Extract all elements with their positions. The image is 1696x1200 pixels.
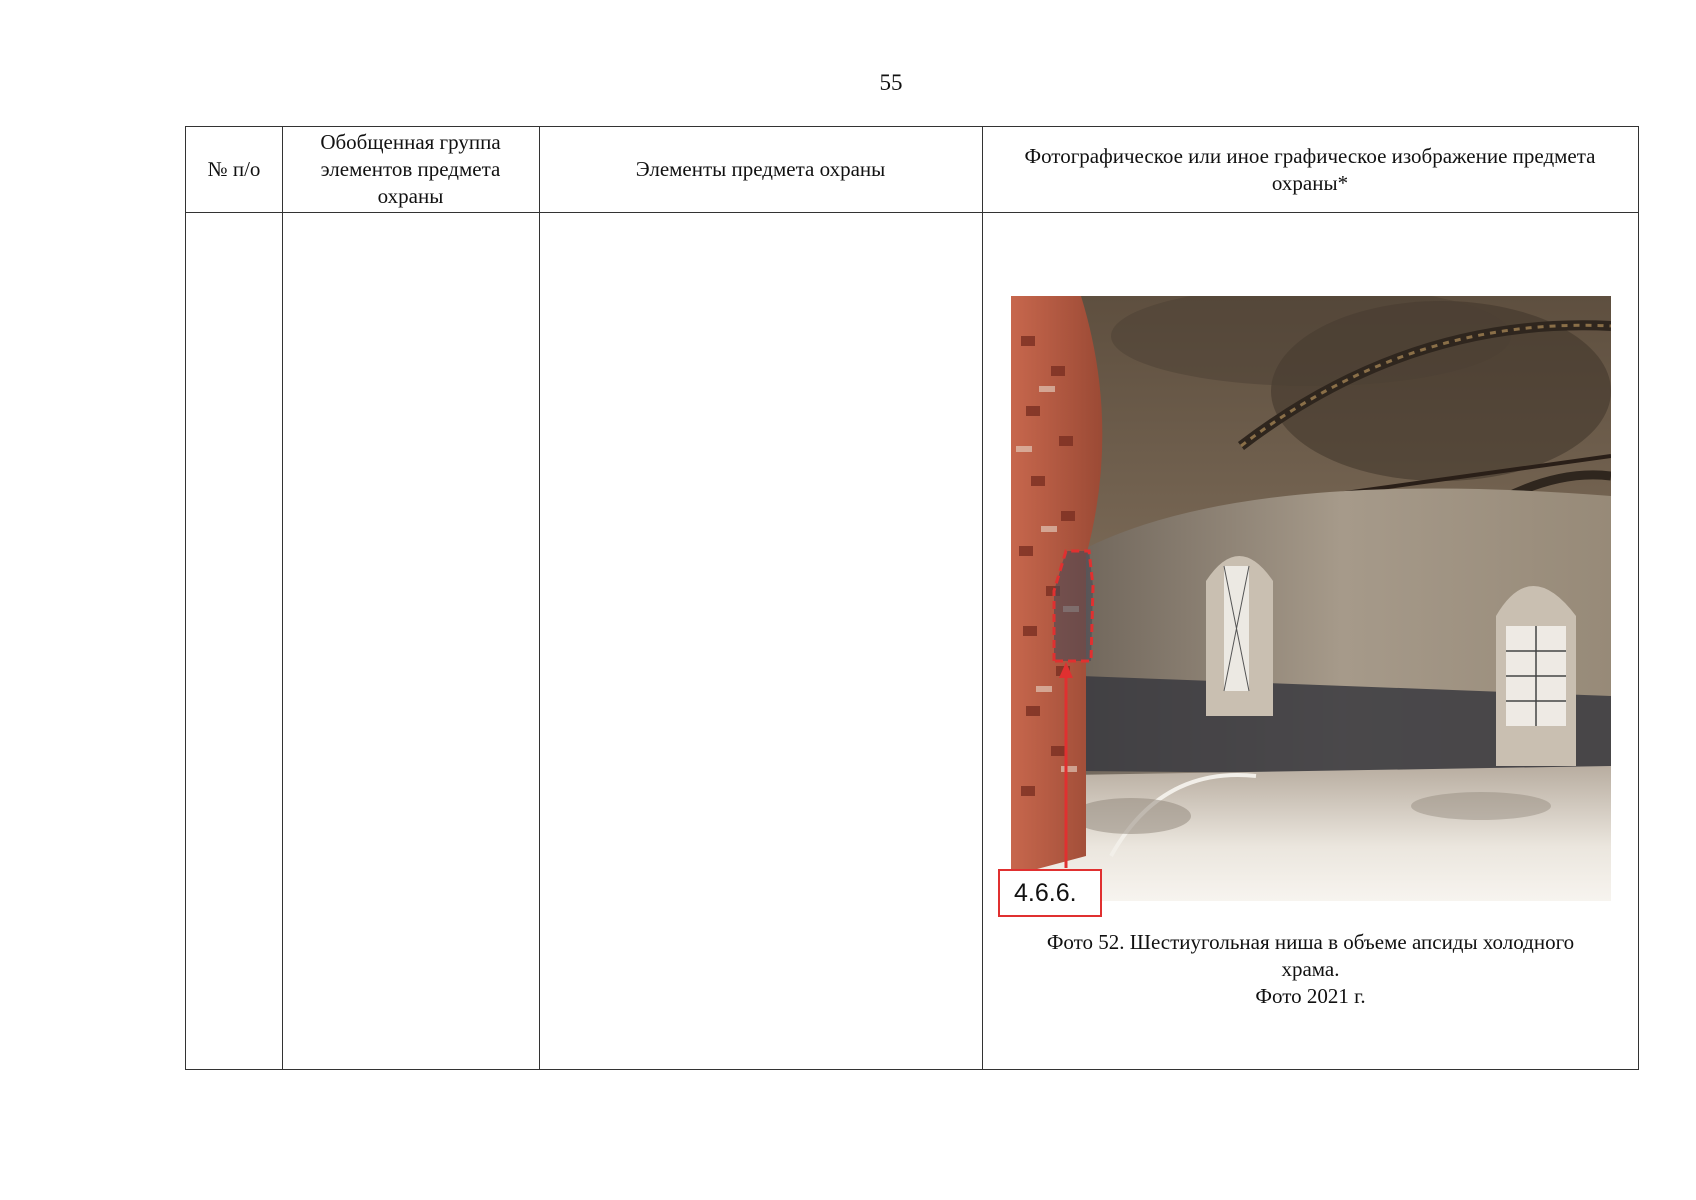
element-label: 4.6.6. xyxy=(998,869,1102,917)
caption-line-2: храма. xyxy=(1281,957,1340,981)
caption-line-3: Фото 2021 г. xyxy=(1255,984,1366,1008)
column-divider-2 xyxy=(539,127,540,1069)
header-number: № п/о xyxy=(207,157,261,181)
header-element-group: Обобщенная группа элементов предмета охраны xyxy=(320,130,501,208)
caption-line-1: Фото 52. Шестиугольная ниша в объеме апсиды холодного xyxy=(1046,930,1575,954)
header-protection-elements: Элементы предмета охраны xyxy=(635,157,886,181)
page-number: 55 xyxy=(879,70,903,95)
header-photo-image: Фотографическое или иное графическое изображение предмета охраны* xyxy=(1024,143,1596,195)
column-divider-1 xyxy=(282,127,283,1069)
protection-table xyxy=(185,126,1639,1070)
photo-cell xyxy=(983,213,1638,1069)
photo-caption xyxy=(983,929,1638,1010)
apse-interior-photo xyxy=(1011,296,1611,901)
